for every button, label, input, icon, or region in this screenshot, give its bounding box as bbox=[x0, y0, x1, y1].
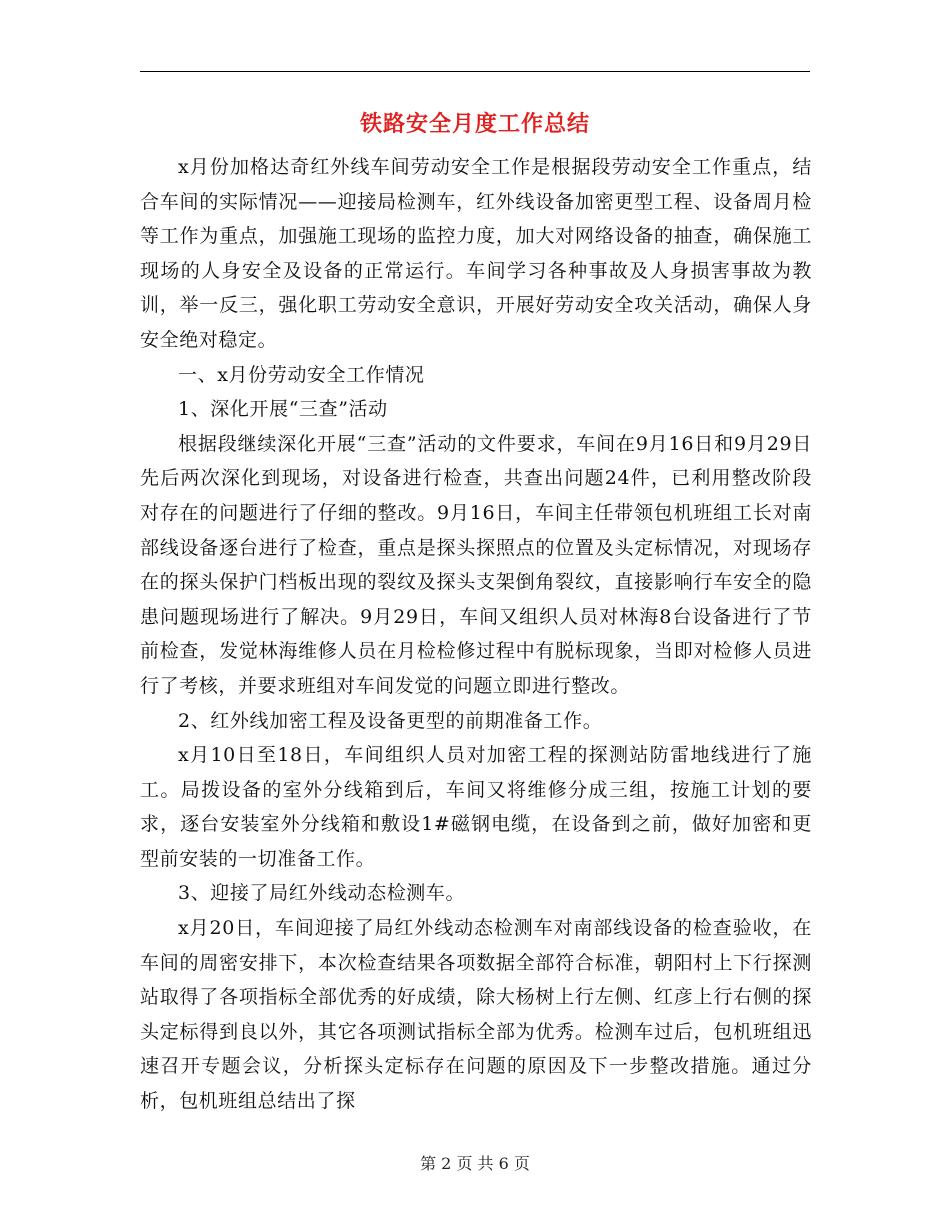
paragraph-three-checks: 根据段继续深化开展“三查”活动的文件要求，车间在9月16日和9月29日先后两次深化到现场，对设备进行检查，共查出问题24件，已利用整改阶段对存在的问题进行了仔细的整改。9月16日，车间主任带领包机班组工长对南部线设备逐台进行了检查，重点是探头探照点的位置及头定标情况，对现场存在的探头保护门档板出现的裂纹及探头支架倒角裂纹，直接影响行车安全的隐患问题现场进行了解决。9月29日，车间又组织人员对林海8台设备进行了节前检查，发觉林海维修人员在月检检修过程中有脱标现象，当即对检修人员进行了考核，并要求班组对车间发觉的问题立即进行整改。 bbox=[140, 432, 812, 697]
section-heading-1: 一、x月份劳动安全工作情况 bbox=[178, 363, 425, 386]
header-rule bbox=[140, 71, 810, 72]
paragraph-intro: x月份加格达奇红外线车间劳动安全工作是根据段劳动安全工作重点，结合车间的实际情况——迎接局检测车，红外线设备加密更型工程、设备周月检等工作为重点，加强施工现场的监控力度，加大对网络设备的抽查，确保施工现场的人身安全及设备的正常运行。车间学习各种事故及人身损害事故为教训，举一反三，强化职工劳动安全意识，开展好劳动安全攻关活动，确保人身安全绝对稳定。 bbox=[140, 156, 812, 351]
document-title: 铁路安全月度工作总结 bbox=[359, 111, 590, 137]
page-number: 第 2 页 共 6 页 bbox=[420, 1154, 530, 1173]
paragraph-inspection-car: x月20日，车间迎接了局红外线动态检测车对南部线设备的检查验收，在车间的周密安排下，本次检查结果各项数据全部符合标准，朝阳村上下行探测站取得了各项指标全部优秀的好成绩，除大杨树上行左侧、红彦上行右侧的探头定标得到良以外，其它各项测试指标全部为优秀。检测车过后，包机班组迅速召开专题会议，分析探头定标存在问题的原因及下一步整改措施。通过分析，包机班组总结出了探 bbox=[140, 917, 812, 1113]
subsection-heading-2: 2、红外线加密工程及设备更型的前期准备工作。 bbox=[178, 709, 603, 732]
document-body bbox=[140, 150, 812, 1119]
paragraph-encryption-project: x月10日至18日，车间组织人员对加密工程的探测站防雷地线进行了施工。局拨设备的室外分线箱到后，车间又将维修分成三组，按施工计划的要求，逐台安装室外分线箱和敷设1#磁钢电缆，在设备到之前，做好加密和更型前安装的一切准备工作。 bbox=[140, 744, 812, 870]
subsection-heading-1: 1、深化开展“三查”活动 bbox=[178, 398, 388, 421]
subsection-heading-3: 3、迎接了局红外线动态检测车。 bbox=[178, 882, 466, 905]
